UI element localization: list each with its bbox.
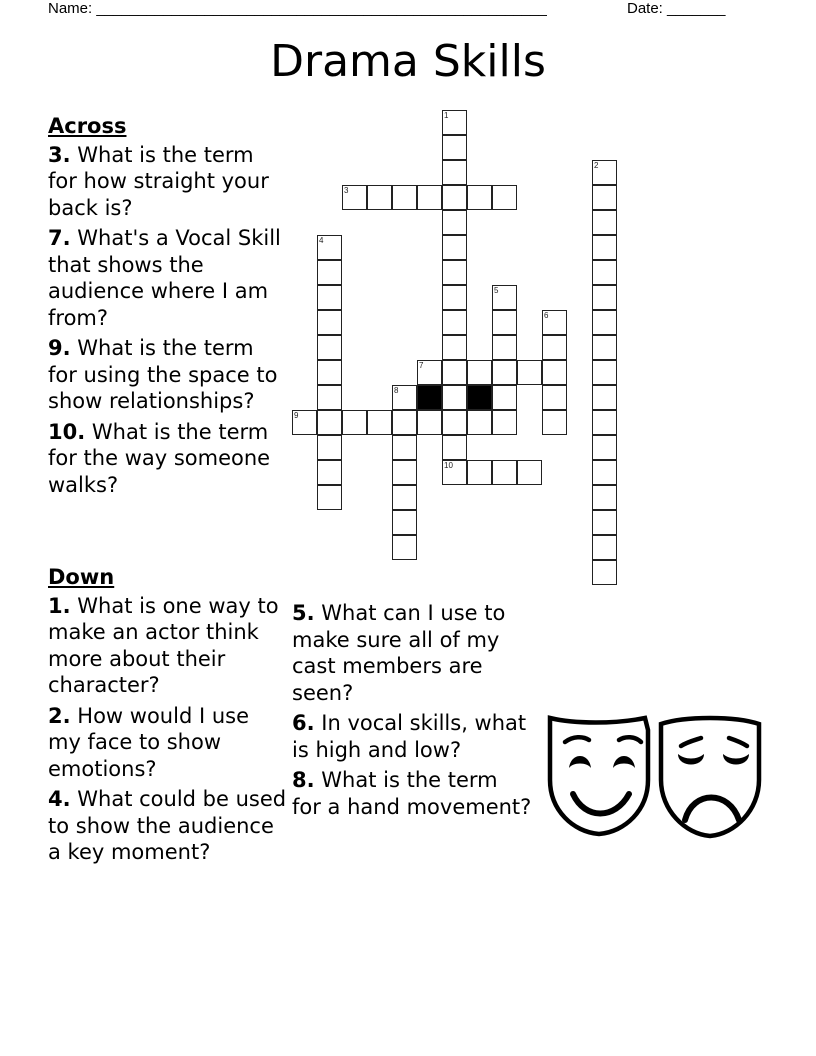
grid-cell[interactable] — [392, 535, 417, 560]
grid-cell[interactable] — [392, 485, 417, 510]
grid-cell[interactable] — [442, 210, 467, 235]
grid-cell[interactable] — [592, 560, 617, 585]
grid-cell[interactable] — [442, 285, 467, 310]
grid-cell[interactable] — [442, 160, 467, 185]
grid-cell[interactable] — [592, 435, 617, 460]
grid-cell[interactable] — [592, 360, 617, 385]
cell-number: 9 — [294, 411, 299, 420]
grid-cell[interactable] — [292, 410, 317, 435]
grid-cell[interactable] — [442, 435, 467, 460]
grid-cell[interactable] — [592, 410, 617, 435]
date-field[interactable]: Date: _______ — [627, 0, 726, 17]
grid-cell[interactable] — [442, 235, 467, 260]
grid-cell[interactable] — [317, 260, 342, 285]
clue-number: 1. — [48, 593, 71, 618]
grid-cell[interactable] — [592, 460, 617, 485]
name-field[interactable]: Name: ______________________________________________________ — [48, 0, 547, 17]
clue-across-3 — [48, 142, 288, 222]
clue-number: 7. — [48, 226, 71, 250]
grid-cell[interactable] — [442, 260, 467, 285]
grid-cell[interactable] — [417, 360, 442, 385]
grid-cell[interactable] — [492, 410, 517, 435]
clue-number: 6. — [292, 711, 315, 735]
clue-down-6 — [292, 710, 532, 763]
grid-cell[interactable] — [592, 335, 617, 360]
grid-cell[interactable] — [492, 460, 517, 485]
grid-cell[interactable] — [542, 360, 567, 385]
cell-number: 1 — [444, 111, 449, 120]
clue-text: In vocal skills, what is high and low? — [292, 711, 527, 762]
grid-cell[interactable] — [317, 460, 342, 485]
clue-number: 4. — [48, 787, 71, 811]
grid-cell[interactable] — [317, 360, 342, 385]
grid-cell[interactable] — [392, 435, 417, 460]
grid-cell[interactable] — [442, 460, 467, 485]
grid-cell[interactable] — [467, 185, 492, 210]
clue-text: How would I use my face to show emotions? — [48, 703, 249, 781]
cell-number: 3 — [344, 186, 349, 195]
comedy-tragedy-masks-icon — [545, 710, 765, 840]
cell-number: 2 — [594, 161, 599, 170]
black-cell — [417, 385, 442, 410]
clue-text: What is the term for a hand movement? — [292, 768, 532, 819]
clue-number: 8. — [292, 768, 315, 792]
clue-text: What is the term for the way someone walks? — [48, 419, 271, 497]
cell-number: 6 — [544, 311, 549, 320]
clue-down-2 — [48, 703, 288, 783]
grid-cell[interactable] — [592, 210, 617, 235]
grid-cell[interactable] — [592, 235, 617, 260]
clue-number: 2. — [48, 703, 71, 728]
grid-cell[interactable] — [317, 485, 342, 510]
grid-cell[interactable] — [442, 110, 467, 135]
grid-cell[interactable] — [442, 310, 467, 335]
grid-cell[interactable] — [392, 460, 417, 485]
clue-text: What's a Vocal Skill that shows the audience where I am from? — [48, 226, 281, 330]
grid-cell[interactable] — [442, 360, 467, 385]
grid-cell[interactable] — [442, 385, 467, 410]
cell-number: 7 — [419, 361, 424, 370]
grid-cell[interactable] — [392, 410, 417, 435]
grid-cell[interactable] — [467, 460, 492, 485]
clue-text: What can I use to make sure all of my cast members are seen? — [292, 601, 506, 705]
grid-cell[interactable] — [492, 285, 517, 310]
grid-cell[interactable] — [367, 185, 392, 210]
grid-cell[interactable] — [492, 360, 517, 385]
clue-text: What could be used to show the audience a key moment? — [48, 787, 287, 864]
clue-across-7 — [48, 225, 288, 331]
grid-cell[interactable] — [467, 360, 492, 385]
grid-cell[interactable] — [592, 310, 617, 335]
clue-number: 10. — [48, 419, 86, 444]
clue-number: 3. — [48, 142, 71, 167]
grid-cell[interactable] — [592, 510, 617, 535]
clue-text: What is the term for using the space to show relationships? — [48, 336, 278, 413]
cell-number: 10 — [444, 461, 453, 470]
grid-cell[interactable] — [367, 410, 392, 435]
grid-cell[interactable] — [592, 185, 617, 210]
grid-cell[interactable] — [342, 410, 367, 435]
cell-number: 4 — [319, 236, 324, 245]
comedy-mask-icon — [550, 718, 648, 834]
grid-cell[interactable] — [592, 160, 617, 185]
grid-cell[interactable] — [517, 360, 542, 385]
grid-cell[interactable] — [317, 235, 342, 260]
grid-cell[interactable] — [392, 385, 417, 410]
grid-cell[interactable] — [317, 385, 342, 410]
grid-cell[interactable] — [342, 185, 367, 210]
clue-text: What is the term for how straight your back is? — [48, 142, 269, 220]
across-clues — [48, 113, 288, 502]
grid-cell[interactable] — [592, 485, 617, 510]
grid-cell[interactable] — [467, 410, 492, 435]
clue-down-5 — [292, 600, 532, 706]
grid-cell[interactable] — [542, 310, 567, 335]
grid-cell[interactable] — [542, 335, 567, 360]
page-title: Drama Skills — [270, 36, 546, 87]
grid-cell[interactable] — [592, 285, 617, 310]
grid-cell[interactable] — [492, 385, 517, 410]
clue-number: 9. — [48, 336, 71, 360]
cell-number: 8 — [394, 386, 399, 395]
grid-cell[interactable] — [317, 335, 342, 360]
grid-cell[interactable] — [492, 185, 517, 210]
across-heading: Across — [48, 114, 127, 138]
grid-cell[interactable] — [317, 435, 342, 460]
clue-number: 5. — [292, 601, 315, 625]
black-cell — [467, 385, 492, 410]
clue-across-10 — [48, 419, 288, 499]
grid-cell[interactable] — [492, 335, 517, 360]
grid-cell[interactable] — [542, 385, 567, 410]
grid-cell[interactable] — [392, 510, 417, 535]
grid-cell[interactable] — [542, 410, 567, 435]
grid-cell[interactable] — [442, 410, 467, 435]
grid-cell[interactable] — [317, 310, 342, 335]
down-clues-right — [292, 600, 532, 824]
clue-text: What is one way to make an actor think more about their character? — [48, 593, 279, 697]
clue-down-1 — [48, 593, 288, 699]
grid-cell[interactable] — [442, 185, 467, 210]
down-clues-left — [48, 564, 288, 870]
grid-cell[interactable] — [592, 260, 617, 285]
clue-down-8 — [292, 767, 532, 820]
grid-cell[interactable] — [317, 410, 342, 435]
grid-cell[interactable] — [442, 335, 467, 360]
grid-cell[interactable] — [392, 185, 417, 210]
clue-down-4 — [48, 786, 288, 866]
grid-cell[interactable] — [442, 135, 467, 160]
grid-cell[interactable] — [592, 385, 617, 410]
down-heading: Down — [48, 565, 115, 589]
grid-cell[interactable] — [492, 310, 517, 335]
grid-cell[interactable] — [417, 410, 442, 435]
tragedy-mask-icon — [661, 718, 759, 836]
cell-number: 5 — [494, 286, 499, 295]
clue-across-9 — [48, 335, 288, 415]
grid-cell[interactable] — [317, 285, 342, 310]
grid-cell[interactable] — [517, 460, 542, 485]
grid-cell[interactable] — [592, 535, 617, 560]
grid-cell[interactable] — [417, 185, 442, 210]
